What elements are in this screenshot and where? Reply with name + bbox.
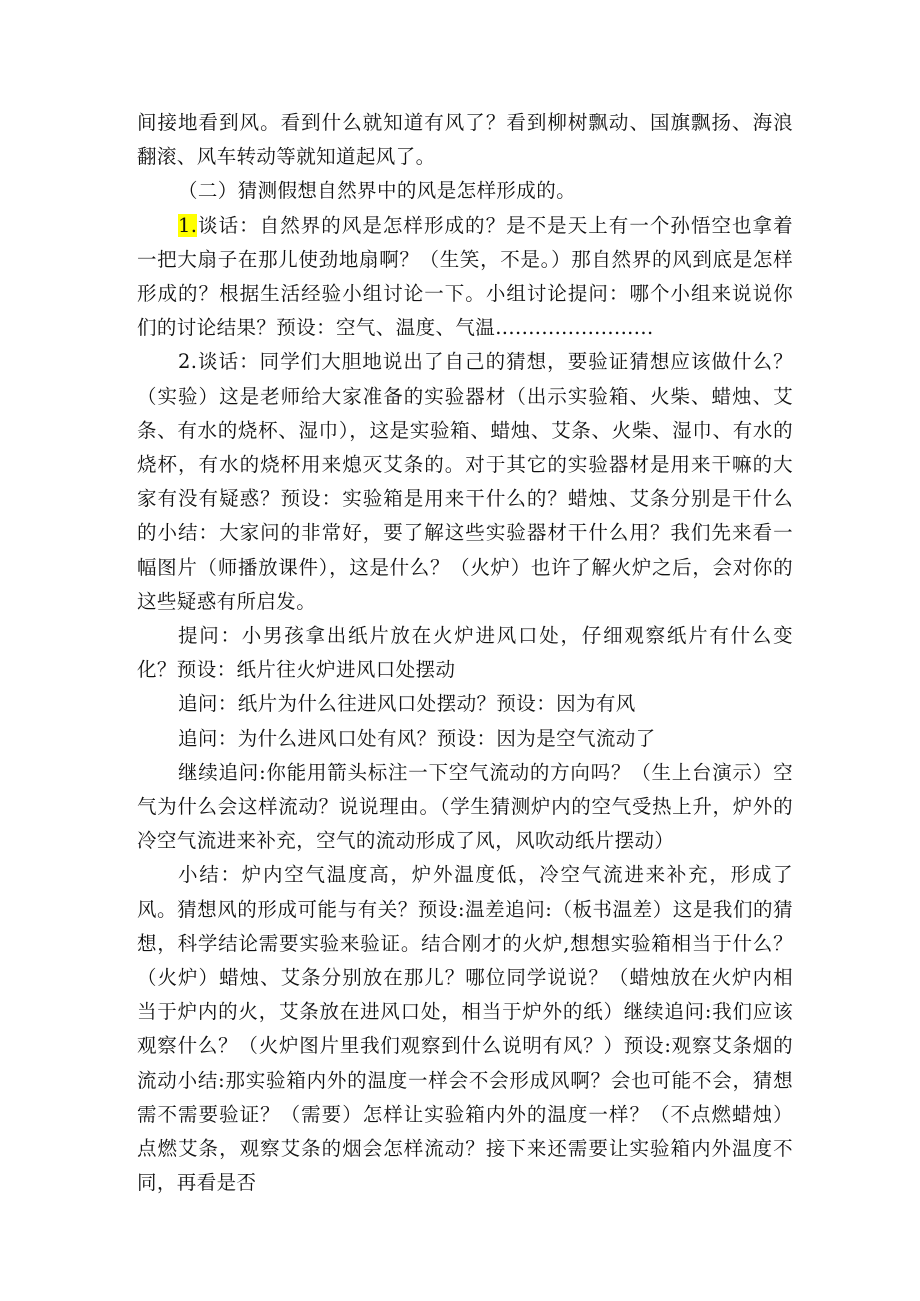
paragraph-talk-1	[137, 209, 793, 346]
highlighted-number: 1.	[178, 213, 198, 237]
paragraph-followup-1: 追问：纸片为什么往进风口处摆动？预设：因为有风	[178, 692, 636, 716]
paragraph-summary: 小结：炉内空气温度高，炉外温度低，冷空气流进来补充，形成了风。猜想风的形成可能与有关？预设:温差追问:（板书温差）这是我们的猜想，科学结论需要实验来验证。结合刚才的火炉,想想实验箱相当于什么？（火炉）蜡烛、艾条分别放在那儿？哪位同学说说？（蜡烛放在火炉内相当于炉内的火，艾条放在进风口处，相当于炉外的纸）继续追问:我们应该观察什么？（火炉图片里我们观察到什么说明有风？）预设:观察艾条烟的流动小结:那实验箱内外的温度一样会不会形成风啊？会也可能不会，猜想需不需要验证？（需要）怎样让实验箱内外的温度一样？（不点燃蜡烛）点燃艾条，观察艾条的烟会怎样流动？接下来还需要让实验箱内外温度不同，再看是否	[137, 863, 793, 1195]
paragraph-question: 提问：小男孩拿出纸片放在火炉进风口处，仔细观察纸片有什么变化？预设：纸片往火炉进风口处摆动	[137, 624, 793, 682]
paragraph-talk-2: 2.谈话：同学们大胆地说出了自己的猜想，要验证猜想应该做什么？（实验）这是老师给大家准备的实验器材（出示实验箱、火柴、蜡烛、艾条、有水的烧杯、湿巾），这是实验箱、蜡烛、艾条、火柴、湿巾、有水的烧杯，有水的烧杯用来熄灭艾条的。对于其它的实验器材是用来干嘛的大家有没有疑惑？预设：实验箱是用来干什么的？蜡烛、艾条分别是干什么的小结：大家问的非常好，要了解这些实验器材干什么用？我们先来看一幅图片（师播放课件），这是什么？（火炉）也许了解火炉之后，会对你的这些疑惑有所启发。	[137, 350, 793, 613]
paragraph-followup-3: 继续追问:你能用箭头标注一下空气流动的方向吗？（生上台演示）空气为什么会这样流动？说说理由。（学生猜测炉内的空气受热上升，炉外的冷空气流进来补充，空气的流动形成了风，风吹动纸片摆动）	[137, 760, 793, 853]
paragraph-continuation: 间接地看到风。看到什么就知道有风了？看到柳树飘动、国旗飘扬、海浪翻滚、风车转动等就知道起风了。	[137, 111, 793, 169]
section-heading: （二）猜测假想自然界中的风是怎样形成的。	[178, 179, 577, 203]
paragraph-talk-1-text: 谈话：自然界的风是怎样形成的？是不是天上有一个孙悟空也拿着一把大扇子在那儿使劲地扇啊？（生笑，不是。）那自然界的风到底是怎样形成的？根据生活经验小组讨论一下。小组讨论提问：哪个小组来说说你们的讨论结果？预设：空气、温度、气温........................	[137, 213, 793, 340]
paragraph-followup-2: 追问：为什么进风口处有风？预设：因为是空气流动了	[178, 726, 656, 750]
document-page	[137, 106, 793, 1201]
